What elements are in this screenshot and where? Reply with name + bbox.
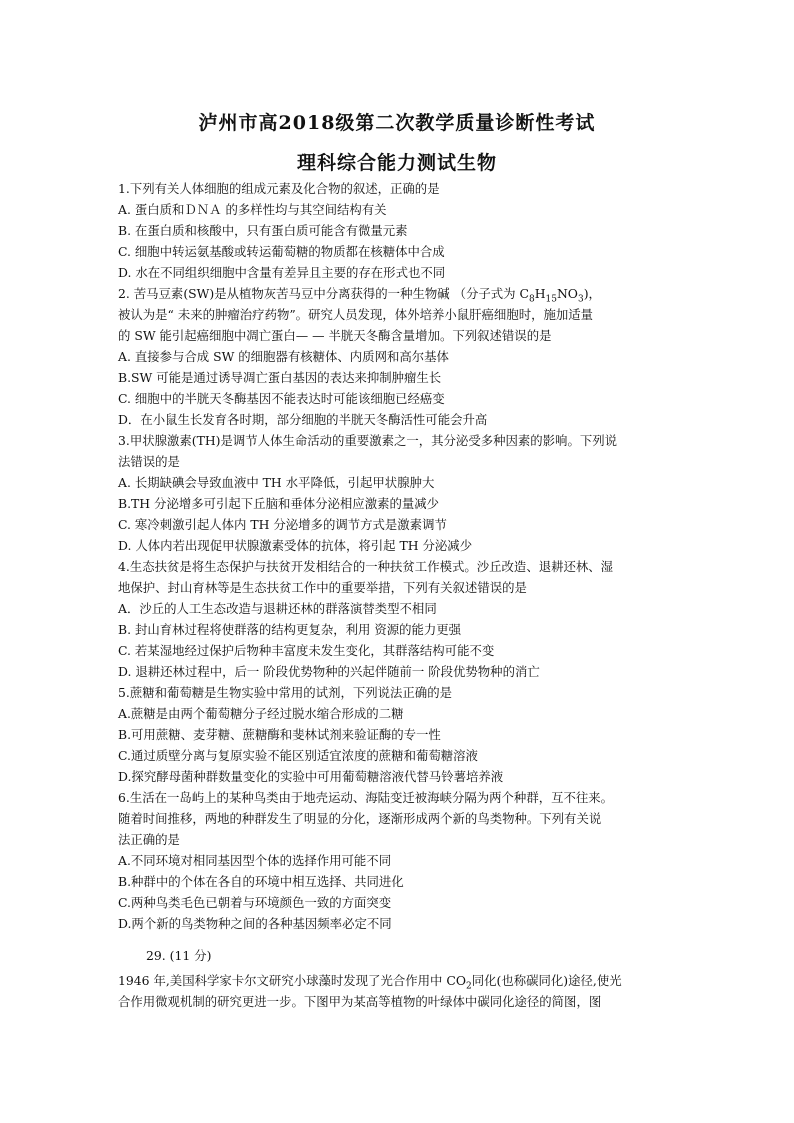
- formula-part: H: [534, 286, 546, 301]
- text-line: C. 若某湿地经过保护后物种丰富度未发生变化，其群落结构可能不变: [118, 643, 495, 658]
- subscript: 3: [577, 294, 584, 305]
- line-text: 1946 年,美国科学家卡尔文研究小球藻时发现了光合作用中 CO: [118, 973, 466, 988]
- text-line: D．在小鼠生长发育各时期，部分细胞的半胱天冬酶活性可能会升高: [118, 412, 488, 427]
- text-line: B.TH 分泌增多可引起下丘脑和垂体分泌相应激素的量减少: [118, 496, 440, 511]
- subscript: 8: [528, 294, 535, 305]
- subscript: 15: [545, 294, 557, 305]
- text-line: 法错误的是: [118, 454, 180, 469]
- text-line: B.SW 可能是通过诱导凋亡蛋白基因的表达来抑制肿瘤生长: [118, 370, 442, 385]
- text-line: D. 退耕还林过程中，后一 阶段优势物种的兴起伴随前一 阶段优势物种的消亡: [118, 664, 540, 679]
- text-line: 6.生活在一岛屿上的某种鸟类由于地壳运动、海陆变迁被海峡分隔为两个种群，互不往来。: [118, 790, 614, 805]
- text-line: 的 SW 能引起癌细胞中凋亡蛋白— — 半胱天冬酶含量增加。下列叙述错误的是: [118, 328, 552, 343]
- text-line: D. 水在不同组织细胞中含量有差异且主要的存在形式也不同: [118, 265, 446, 280]
- text-line: 1.下列有关人体细胞的组成元素及化合物的叙述，正确的是: [118, 181, 440, 196]
- text-line: B.可用蔗糖、麦芽糖、蔗糖酶和斐林试剂来验证酶的专一性: [118, 727, 441, 742]
- text-line: A. 蛋白质和ＤＮＡ 的多样性均与其空间结构有关: [118, 202, 387, 217]
- text-line: C.两种鸟类毛色已朝着与环境颜色一致的方面突变: [118, 895, 392, 910]
- text-line: [118, 973, 622, 992]
- text-line: D.两个新的鸟类物种之间的各种基因频率必定不同: [118, 916, 392, 931]
- text-line: 5.蔗糖和葡萄糖是生物实验中常用的试剂，下列说法正确的是: [118, 685, 452, 700]
- formula-part: )，: [583, 286, 601, 301]
- page-title: 泸州市高2018级第二次教学质量诊断性考试: [198, 112, 596, 134]
- text-line: A. 直接参与合成 SW 的细胞器有核糖体、内质网和高尔基体: [118, 349, 449, 364]
- text-line: A.不同环境对相同基因型个体的选择作用可能不同: [118, 853, 392, 868]
- text-line: B. 在蛋白质和核酸中，只有蛋白质可能含有微量元素: [118, 223, 408, 238]
- text-line: C. 细胞中的半胱天冬酶基因不能表达时可能该细胞已经癌变: [118, 391, 445, 406]
- text-line: A.蔗糖是由两个葡萄糖分子经过脱水缩合形成的二糖: [118, 706, 404, 721]
- subscript: 2: [465, 981, 472, 992]
- text-line: 随着时间推移，两地的种群发生了明显的分化，逐渐形成两个新的鸟类物种。下列有关说: [118, 811, 602, 826]
- text-line: A．沙丘的人工生态改造与退耕还林的群落演替类型不相同: [118, 601, 437, 616]
- text-line: 地保护、封山育林等是生态扶贫工作中的重要举措，下列有关叙述错误的是: [118, 580, 527, 595]
- text-line: C.通过质壁分离与复原实验不能区别适宜浓度的蔗糖和葡萄糖溶液: [118, 748, 478, 763]
- text-line: B. 封山育林过程将使群落的结构更复杂，利用 资源的能力更强: [118, 622, 462, 637]
- line-text: 2. 苦马豆素(SW)是从植物灰苦马豆中分离获得的一种生物碱 （分子式为 C: [118, 286, 529, 301]
- text-line: D.探究酵母菌种群数量变化的实验中可用葡萄糖溶液代替马铃薯培养液: [118, 769, 504, 784]
- text-line: 3.甲状腺激素(TH)是调节人体生命活动的重要激素之一，其分泌受多种因素的影响。下列说: [118, 433, 618, 448]
- line-text: 同化(也称碳同化)途径,使光: [471, 973, 622, 988]
- text-line: 法正确的是: [118, 832, 180, 847]
- page-subtitle: 理科综合能力测试生物: [296, 152, 497, 174]
- text-line: C. 寒冷刺激引起人体内 TH 分泌增多的调节方式是激素调节: [118, 517, 447, 532]
- text-line: 合作用微观机制的研究更进一步。下图甲为某高等植物的叶绿体中碳同化途径的简图，图: [118, 994, 602, 1009]
- text-line: 4.生态扶贫是将生态保护与扶贫开发相结合的一种扶贫工作模式。沙丘改造、退耕还林、湿: [118, 559, 614, 574]
- text-line: C. 细胞中转运氨基酸或转运葡萄糖的物质都在核糖体中合成: [118, 244, 445, 259]
- text-line: [118, 286, 601, 305]
- text-line: 被认为是“ 未来的肿瘤治疗药物”。研究人员发现，体外培养小鼠肝癌细胞时，施加适量: [118, 307, 594, 322]
- text-line: B.种群中的个体在各自的环境中相互选择、共同进化: [118, 874, 404, 889]
- question-number: 29. (11 分): [146, 948, 212, 963]
- text-line: D. 人体内若出现促甲状腺激素受体的抗体，将引起 TH 分泌减少: [118, 538, 473, 553]
- formula-part: NO: [556, 286, 578, 301]
- text-line: A. 长期缺碘会导致血液中 TH 水平降低，引起甲状腺肿大: [118, 475, 435, 490]
